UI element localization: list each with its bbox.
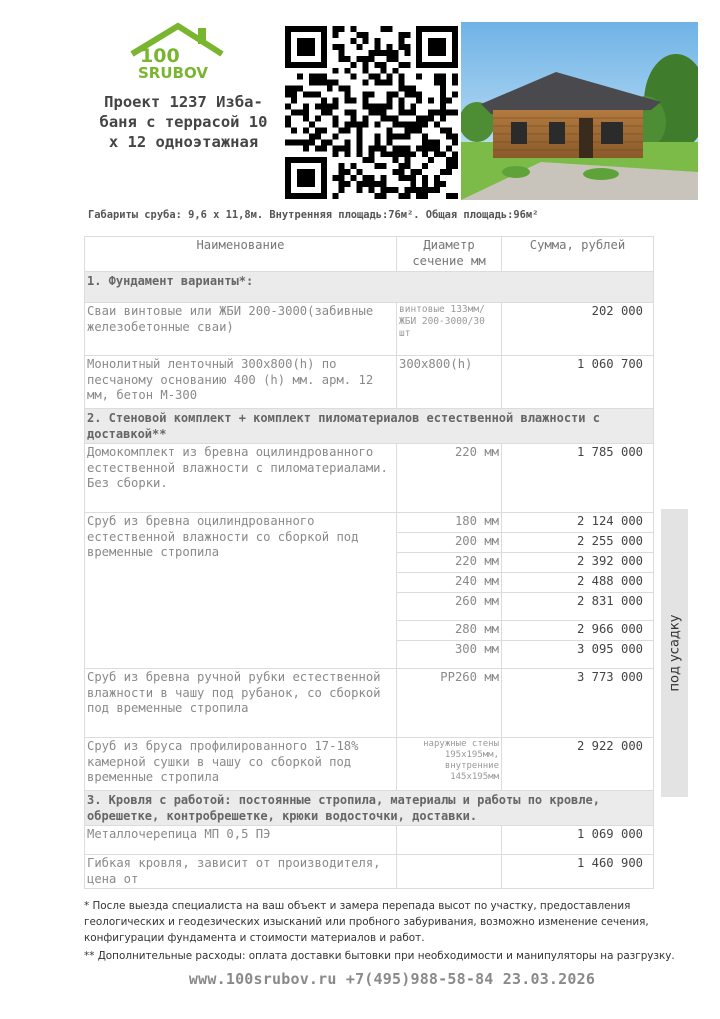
variant-diameter: 180 мм — [397, 513, 502, 533]
row-diameter: наружные стены 195х195мм, внутренние 145х195мм — [397, 738, 502, 791]
variant-sum: 2 392 000 — [502, 553, 654, 573]
price-table — [84, 236, 654, 889]
variant-sum: 2 255 000 — [502, 533, 654, 553]
row-diameter — [397, 855, 502, 889]
variant-sum: 2 488 000 — [502, 573, 654, 593]
company-logo — [118, 20, 228, 84]
variant-diameter: 240 мм — [397, 573, 502, 593]
header-diameter: Диаметр сечение мм — [397, 237, 502, 272]
row-sum: 1 060 700 — [502, 356, 654, 409]
variant-sum: 3 095 000 — [502, 641, 654, 669]
section-row — [85, 272, 654, 303]
table-row — [85, 303, 654, 356]
variant-diameter: 200 мм — [397, 533, 502, 553]
dimensions-line: Габариты сруба: 9,6 х 11,8м. Внутренняя площадь:76м². Общая площадь:96м² — [88, 209, 539, 221]
side-label-shrinkage — [661, 509, 688, 797]
variant-diameter: 280 мм — [397, 621, 502, 641]
section-row — [85, 791, 654, 826]
logo-brand: SRUBOV — [138, 64, 208, 82]
row-name: Металлочерепица МП 0,5 ПЭ — [85, 826, 397, 855]
row-name: Монолитный ленточный 300х800(h) по песчаному основанию 400 (h) мм. арм. 12 мм, бетон М-300 — [85, 356, 397, 409]
variant-diameter: 220 мм — [397, 553, 502, 573]
table-row — [85, 513, 654, 533]
row-sum: 1 785 000 — [502, 444, 654, 513]
table-row — [85, 855, 654, 889]
row-sum: 202 000 — [502, 303, 654, 356]
contacts-line[interactable]: www.100srubov.ru +7(495)988-58-84 23.03.2026 — [188, 970, 596, 988]
footnote-extra-costs: ** Дополнительные расходы: оплата доставки бытовки при необходимости и манипуляторы на разгрузку. — [84, 950, 675, 962]
table-row — [85, 444, 654, 513]
side-label-text: под усадку — [667, 614, 682, 692]
row-diameter: 300х800(h) — [397, 356, 502, 409]
row-name: Домокомплект из бревна оцилиндрованного естественной влажности с пиломатериалами. Без сборки. — [85, 444, 397, 513]
table-row — [85, 738, 654, 791]
table-row — [85, 826, 654, 855]
table-header-row — [85, 237, 654, 272]
variant-sum: 2 124 000 — [502, 513, 654, 533]
footnote-foundation: * После выезда специалиста на ваш объект и замера перепада высот по участку, предоставления геологических и геодезических изысканий или пробного забуривания, возможно изменение сечения, конфигурации фундамента и стоимости материалов и работ. — [84, 900, 649, 944]
section-title-roof: 3. Кровля с работой: постоянные стропила, материалы и работы по кровле, обрешетке, контробрешетке, крюки водосточки, доставки. — [85, 791, 654, 826]
variant-diameter: 300 мм — [397, 641, 502, 669]
row-name: Сруб из бревна ручной рубки естественной влажности в чашу под рубанок, со сборкой под временные стропила — [85, 669, 397, 738]
row-diameter — [397, 826, 502, 855]
section-row — [85, 409, 654, 444]
logo-house-icon — [118, 20, 228, 84]
row-name: Гибкая кровля, зависит от производителя, цена от — [85, 855, 397, 889]
row-diameter: 220 мм — [397, 444, 502, 513]
project-title: Проект 1237 Изба-баня с террасой 10 х 12 одноэтажная — [99, 93, 268, 151]
section-title-foundation: 1. Фундамент варианты*: — [85, 272, 654, 303]
row-name: Сруб из бревна оцилиндрованного естественной влажности со сборкой под временные стропила — [85, 513, 397, 669]
header-sum: Сумма, рублей — [502, 237, 654, 272]
table-row — [85, 356, 654, 409]
variant-diameter: 260 мм — [397, 593, 502, 621]
row-diameter: РР260 мм — [397, 669, 502, 738]
header-name: Наименование — [85, 237, 397, 272]
row-name: Сваи винтовые или ЖБИ 200-3000(забивные железобетонные сваи) — [85, 303, 397, 356]
row-sum: 3 773 000 — [502, 669, 654, 738]
row-diameter: винтовые 133мм/ЖБИ 200-3000/30 шт — [397, 303, 502, 356]
variant-sum: 2 831 000 — [502, 593, 654, 621]
row-sum: 1 460 900 — [502, 855, 654, 889]
variant-sum: 2 966 000 — [502, 621, 654, 641]
section-title-walls: 2. Стеновой комплект + комплект пиломатериалов естественной влажности с доставкой** — [85, 409, 654, 444]
row-name: Сруб из бруса профилированного 17-18% камерной сушки в чашу со сборкой под временные стропила — [85, 738, 397, 791]
table-row — [85, 669, 654, 738]
house-photo — [461, 22, 698, 200]
logo-number: 100 — [140, 45, 180, 67]
qr-code — [285, 26, 458, 199]
row-sum: 1 069 000 — [502, 826, 654, 855]
row-sum: 2 922 000 — [502, 738, 654, 791]
